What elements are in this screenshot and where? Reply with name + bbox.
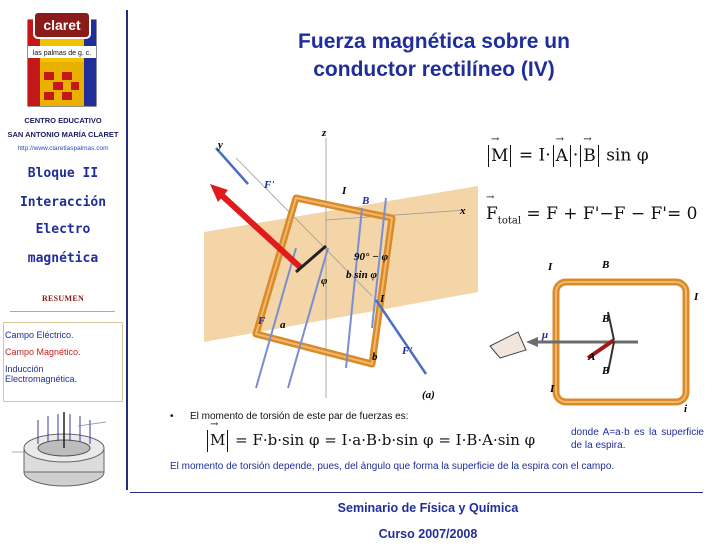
divider: [10, 311, 115, 312]
b-label-mid: B: [602, 313, 610, 325]
b-label-top: B: [602, 259, 610, 271]
nav-induccion[interactable]: Inducción Electromagnética.: [5, 364, 78, 384]
x-label: x: [460, 205, 466, 217]
i-small-label: i: [684, 403, 688, 415]
bloque-line-3: Electro: [35, 222, 91, 237]
i-label-2: I: [380, 293, 385, 305]
a-label-b: A: [588, 351, 596, 363]
conclusion-text: El momento de torsión depende, pues, del ángulo que forma la superficie de la espira con el campo.: [170, 461, 615, 472]
sidebar-divider: [126, 10, 128, 490]
footer-divider: [130, 492, 703, 493]
torque-expansion-formula: → M = F·b·sin φ = I·a·B·b·sin φ = I·B·A·sin φ: [205, 430, 535, 452]
mu-label: μ: [542, 329, 549, 341]
bloque-line-1: Bloque II: [27, 166, 99, 181]
footer-curso: Curso 2007/2008: [378, 527, 478, 541]
logo-subtext: las palmas de g. c.: [32, 50, 92, 57]
bloque-line-4: magnética: [27, 251, 99, 266]
school-name-line2: SAN ANTONIO MARÍA CLARET: [7, 130, 119, 139]
f-label: F: [258, 315, 266, 327]
angle-label: 90° − φ: [354, 251, 388, 263]
bsin-label: b sin φ: [346, 269, 377, 281]
torque-figure-b: [478, 252, 724, 420]
i-label: I: [342, 185, 347, 197]
f-prime-label: F': [264, 179, 275, 191]
nav-campo-electrico[interactable]: Campo Eléctrico.: [5, 330, 74, 340]
nav-campo-magnetico[interactable]: Campo Magnético.: [5, 347, 81, 357]
f-prime-label-2: F': [402, 345, 413, 357]
footer-seminario: Seminario de Física y Química: [337, 501, 519, 515]
school-url-link[interactable]: http://www.claretlaspalmas.com: [17, 145, 109, 152]
motor-illustration: [8, 412, 120, 494]
i-label-b3: I: [694, 291, 699, 303]
bloque-line-2: Interacción: [19, 195, 107, 210]
bullet-text: El momento de torsión de este par de fuerzas es:: [190, 411, 409, 422]
b-label: B: [362, 195, 370, 207]
claret-logo: [22, 12, 102, 108]
a-label: a: [280, 319, 286, 331]
total-force-formula: → $F_{total} = F + F'-F - F'= 0$: [486, 204, 697, 226]
page-title-line2: conductor rectilíneo (IV): [313, 58, 555, 81]
phi-label: φ: [321, 275, 328, 287]
school-name-line1: CENTRO EDUCATIVO: [24, 116, 102, 125]
page-title-line1: Fuerza magnética sobre un: [298, 30, 570, 53]
torque-magnitude-formula: → M = I·→ A ·→ B sin φ: [486, 145, 649, 167]
torque-figure-a: [196, 128, 478, 410]
b-label-bottom: B: [602, 365, 610, 377]
bullet: •: [170, 411, 174, 422]
area-note: donde A=a·b es la superficie de la espira.: [571, 427, 704, 451]
y-label: y: [218, 139, 223, 151]
i-label-b2: I: [550, 383, 555, 395]
logo-text: claret: [43, 17, 81, 33]
figure-label-a: (a): [422, 389, 435, 401]
z-label: z: [322, 128, 327, 139]
b-side-label: b: [372, 351, 378, 363]
i-label-b1: I: [548, 261, 553, 273]
sidebar: [0, 0, 126, 546]
resumen-link[interactable]: RESUMEN: [41, 294, 85, 303]
